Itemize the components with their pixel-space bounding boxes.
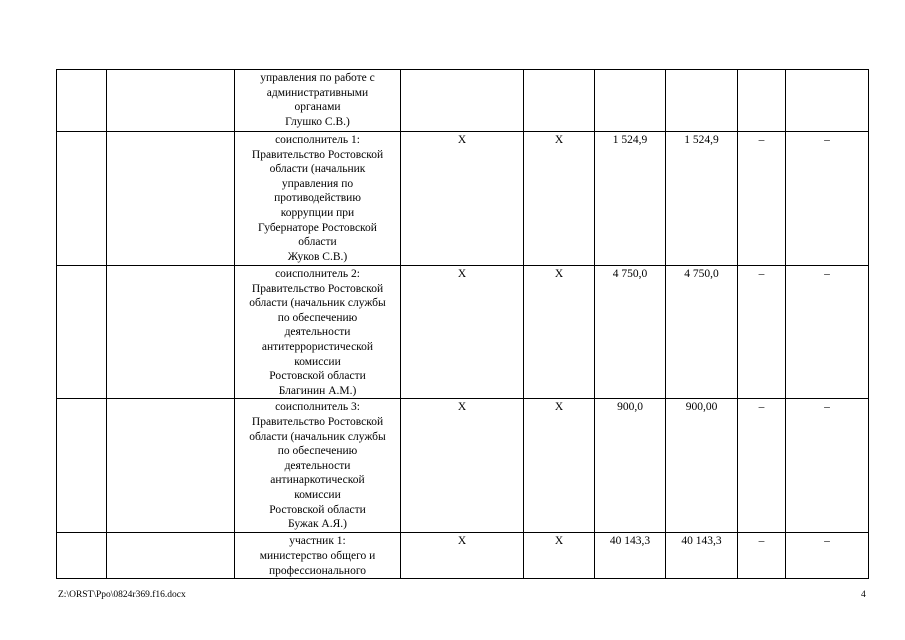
executor-line: участник 1:: [289, 535, 346, 548]
federal-budget-cell: [738, 266, 786, 399]
regional-budget-cell: [666, 533, 738, 579]
col-name-cell: [107, 266, 235, 399]
cell-value: [786, 70, 868, 71]
executor-cell: [235, 533, 401, 579]
cell-value: Х: [554, 401, 564, 414]
regional-budget-cell: [666, 132, 738, 266]
cell-value: 900,00: [685, 401, 718, 414]
grbs-cell: [401, 70, 524, 132]
executor-line: соисполнитель 3:: [275, 401, 360, 414]
executor-line: Правительство Ростовской: [251, 282, 384, 295]
cell-value: –: [758, 268, 765, 280]
other-sources-cell: [786, 132, 869, 266]
cell-value: 1 524,9: [612, 134, 648, 146]
grbs-cell: [401, 132, 524, 266]
executor-line: деятельности: [284, 326, 351, 339]
col-name-cell: [107, 70, 235, 132]
table-row: [57, 132, 869, 266]
rzpr-cell: [524, 266, 595, 399]
executor-line: комиссии: [294, 355, 341, 368]
cell-value: [595, 70, 665, 71]
executor-line: области (начальник службы: [249, 430, 386, 443]
federal-budget-cell: [738, 399, 786, 533]
footer-file-path: Z:\ORST\Ppo\0824r369.f16.docx: [58, 590, 186, 600]
cell-value: Х: [554, 535, 564, 548]
cell-value: Х: [457, 401, 467, 414]
table-body: [57, 70, 869, 579]
cell-value: 40 143,3: [681, 535, 722, 548]
executor-line: министерство общего и: [259, 549, 376, 562]
cell-value: 40 143,3: [609, 535, 651, 548]
col-number-cell: [57, 399, 107, 533]
executor-line: управления по: [281, 177, 354, 190]
col-number-cell: [57, 70, 107, 132]
cell-value: Х: [554, 268, 564, 280]
page-number: 4: [861, 590, 866, 600]
executor-line: Ростовской области: [269, 370, 366, 383]
cell-value: Х: [457, 535, 467, 548]
executor-line: коррупции при: [280, 206, 355, 219]
table-row: [57, 70, 869, 132]
other-sources-cell: [786, 70, 869, 132]
rzpr-cell: [524, 70, 595, 132]
table-row: [57, 266, 869, 399]
cell-value: –: [824, 134, 830, 146]
executor-line: Благинин А.М.): [278, 384, 357, 397]
total-cell: [595, 533, 666, 579]
table-row: [57, 533, 869, 579]
col-number-cell: [57, 266, 107, 399]
other-sources-cell: [786, 266, 869, 399]
cell-value: –: [824, 401, 830, 414]
grbs-cell: [401, 533, 524, 579]
other-sources-cell: [786, 533, 869, 579]
total-cell: [595, 399, 666, 533]
cell-value: 900,0: [617, 401, 643, 414]
federal-budget-cell: [738, 533, 786, 579]
total-cell: [595, 132, 666, 266]
cell-value: –: [758, 535, 765, 548]
executor-line: области (начальник службы: [249, 297, 386, 310]
cell-value: –: [758, 401, 765, 414]
cell-value: [401, 70, 523, 71]
col-name-cell: [107, 399, 235, 533]
cell-value: 4 750,0: [612, 268, 648, 280]
cell-value: 4 750,0: [684, 268, 719, 280]
executor-line: профессионального: [268, 564, 367, 577]
executor-line: соисполнитель 2:: [275, 268, 360, 280]
executor-cell: [235, 132, 401, 266]
total-cell: [595, 70, 666, 132]
executor-line: деятельности: [284, 459, 351, 472]
other-sources-cell: [786, 399, 869, 533]
executor-line: по обеспечению: [277, 445, 358, 458]
cell-value: 1 524,9: [684, 134, 719, 146]
federal-budget-cell: [738, 132, 786, 266]
col-name-cell: [107, 132, 235, 266]
col-name-cell: [107, 533, 235, 579]
rzpr-cell: [524, 399, 595, 533]
executor-line: административными: [266, 86, 369, 99]
executor-line: Губернаторе Ростовской: [258, 221, 377, 234]
cell-value: –: [824, 268, 830, 280]
rzpr-cell: [524, 533, 595, 579]
regional-budget-cell: [666, 399, 738, 533]
executor-line: антинаркотической: [270, 474, 365, 487]
executor-line: Бужак А.Я.): [288, 518, 347, 531]
cell-value: [738, 70, 785, 71]
federal-budget-cell: [738, 70, 786, 132]
executor-line: соисполнитель 1:: [275, 134, 360, 146]
col-number-cell: [57, 132, 107, 266]
executor-line: органами: [294, 101, 341, 114]
cell-value: –: [824, 535, 830, 548]
rzpr-cell: [524, 132, 595, 266]
executor-line: области (начальник: [269, 163, 366, 176]
grbs-cell: [401, 399, 524, 533]
executor-cell: [235, 266, 401, 399]
executor-line: управления по работе с: [260, 72, 375, 84]
executor-line: противодействию: [274, 192, 361, 205]
executor-line: антитеррористической: [261, 340, 374, 353]
cell-value: –: [758, 134, 765, 146]
executor-line: Правительство Ростовской: [251, 148, 384, 161]
executor-line: по обеспечению: [277, 311, 358, 324]
cell-value: Х: [457, 134, 467, 146]
regional-budget-cell: [666, 266, 738, 399]
executor-cell: [235, 399, 401, 533]
table-row: [57, 399, 869, 533]
executor-line: Жуков С.В.): [287, 250, 348, 263]
grbs-cell: [401, 266, 524, 399]
executor-cell: [235, 70, 401, 132]
total-cell: [595, 266, 666, 399]
executor-line: Ростовской области: [269, 503, 366, 516]
executor-line: Правительство Ростовской: [251, 415, 384, 428]
regional-budget-cell: [666, 70, 738, 132]
executor-line: области: [298, 236, 337, 249]
cell-value: Х: [457, 268, 467, 280]
col-number-cell: [57, 533, 107, 579]
cell-value: [524, 70, 594, 71]
program-table: [56, 69, 869, 579]
cell-value: Х: [554, 134, 564, 146]
executor-line: Глушко С.В.): [285, 115, 350, 128]
executor-line: комиссии: [294, 488, 341, 501]
cell-value: [666, 70, 737, 71]
